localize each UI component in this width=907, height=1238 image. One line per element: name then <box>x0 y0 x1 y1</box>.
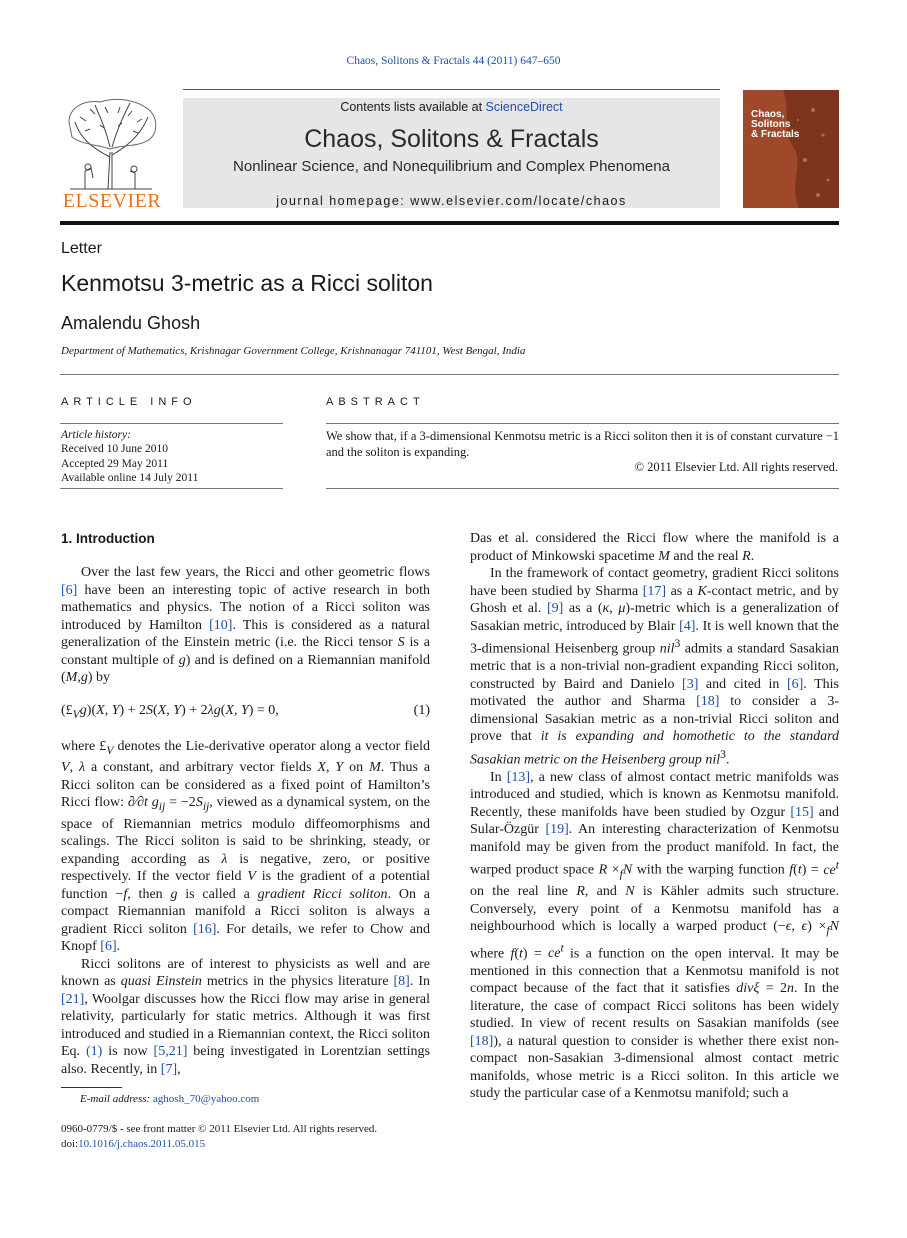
paragraph: Over the last few years, the Ricci and other geometric flows [6] have been an interesting topic of active research in both mathematics and physics. The notion of a Ricci soliton was introduced by Hamilton [10]. This is considered as a natural generalization of the Einstein metric (i.e. the Ricci tensor S is a constant multiple of g) and is defined on a Riemannian manifold (M,g) by <box>61 565 430 685</box>
paragraph: In the framework of contact geometry, gradient Ricci solitons have been studied by Sharma [17] as a K-contact metric, and by Ghosh et al. [9] as a (κ, μ)-metric which is a generalization of Sasakian metric, introduced by Blair [4]. It is well known that the 3-dimensional Heisenberg group nil$^3$ admits a standard Sasakian metric that is a non-trivial non-gradient expanding Ricci soliton, constructed by Baird and Danielo [3] and cited in [6]. This motivated the author and Sharma [18] to consider a 3-dimensional Sasakian metric as a non-trivial Ricci soliton and prove that it is expanding and homothetic to the standard Sasakian metric on the Heisenberg group nil$^3$. <box>470 566 840 768</box>
cover-title <box>751 110 799 140</box>
article-author[interactable]: Amalendu Ghosh <box>61 313 201 333</box>
author-affiliation: Department of Mathematics, Krishnagar Government College, Krishnanagar 741101, West Bengal, India <box>61 345 526 357</box>
left-column-continued <box>61 738 430 1078</box>
journal-citation[interactable]: Chaos, Solitons & Fractals 44 (2011) 647–650 <box>346 55 561 67</box>
history-label: Article history: <box>61 429 131 441</box>
citation-link[interactable]: [21] <box>61 991 85 1007</box>
doi-line <box>61 1137 377 1152</box>
citation-link[interactable]: [18] <box>696 694 720 710</box>
journal-title: Chaos, Solitons & Fractals <box>304 125 599 153</box>
left-column <box>61 564 430 687</box>
article-history <box>61 428 198 485</box>
citation-link[interactable]: [8] <box>393 974 410 990</box>
header-divider <box>60 221 839 225</box>
citation-link[interactable]: [4] <box>679 618 696 634</box>
email-label: E-mail address: <box>80 1093 153 1105</box>
citation-link[interactable]: [16] <box>193 921 217 937</box>
paragraph: In [13], a new class of almost contact metric manifolds was introduced and studied, which is known as Kenmotsu manifold. Recently, these manifolds have been studied by Ozgur [15] and Sular-Özgür [19]. An interesting characterization of Kenmotsu manifold may be given from the product manifold. In fact, the warped product space $R \times_fN$ with the warping function $f(t) = ce^t$ on the real line R, and N is Kähler admits such structure. Conversely, every point of a Kenmotsu manifold has a neighbourhood which is locally a warped product (−ϵ, $\epsilon) \times_fN$ where $f(t) = ce^t$ is a function on the open interval. It may be mentioned in this connection that a Kenmotsu manifold is not compact because of the fact that it satisfies divξ = 2n. In the literature, the case of compact Ricci solitons has been widely studied. In view of recent results on Sasakian manifolds (see [18]), a natural question to consider is whether there exist non-compact non-Sasakian 3-dimensional almost contact metric manifolds, whose metric is a Ricci soliton. In this article we study the particular case of a Kenmotsu manifold; such a <box>470 769 840 1102</box>
abstract-rule-bottom <box>326 488 839 489</box>
bottom-publication-info <box>61 1122 377 1152</box>
article-info-rule-bottom <box>60 488 283 489</box>
online-date: Available online 14 July 2011 <box>61 471 199 484</box>
citation-link[interactable]: [6] <box>61 582 78 598</box>
cover-line-3: & Fractals <box>751 129 800 140</box>
footnote-rule <box>61 1087 122 1088</box>
article-info-heading: ARTICLE INFO <box>61 396 197 408</box>
citation-link[interactable]: [10] <box>209 617 233 633</box>
abstract-copyright: © 2011 Elsevier Ltd. All rights reserved. <box>634 460 838 474</box>
email-link[interactable]: aghosh_70@yahoo.com <box>152 1093 260 1105</box>
paragraph: Das et al. considered the Ricci flow where the manifold is a product of Minkowski spacetime M and the real R. <box>470 531 839 564</box>
journal-homepage <box>183 194 720 208</box>
doi-link[interactable]: 10.1016/j.chaos.2011.05.015 <box>78 1138 206 1150</box>
paragraph: Ricci solitons are of interest to physicists as well and are known as quasi Einstein metrics in the physics literature [8]. In [21], Woolgar discusses how the Ricci flow may arise in general relativity, particularly for static metrics. Although it was first introduced and studied in a Riemannian context, the Ricci soliton Eq. (1) is now [5,21] being investigated in Lorentzian settings also. Recently, in [7], <box>61 956 431 1077</box>
contents-prefix: Contents lists available at <box>340 100 486 114</box>
citation-link[interactable]: [19] <box>545 822 569 838</box>
author-email-footnote <box>80 1093 259 1105</box>
equation-1 <box>61 703 430 721</box>
issn-line: 0960-0779/$ - see front matter © 2011 Elsevier Ltd. All rights reserved. <box>61 1123 378 1135</box>
equation-body: $(£_Vg)(X$, Y) + 2S(X, Y) + 2λg(X, Y) = 0, <box>61 703 279 721</box>
article-info-rule <box>60 423 283 424</box>
abstract-rule <box>326 423 839 424</box>
section-heading: 1. Introduction <box>61 531 155 546</box>
citation-link[interactable]: [15] <box>790 804 814 820</box>
homepage-url[interactable]: www.elsevier.com/locate/chaos <box>410 194 627 208</box>
article-type: Letter <box>61 240 102 257</box>
article-title: Kenmotsu 3-metric as a Ricci soliton <box>61 270 433 296</box>
cover-line-2: Solitons <box>751 119 791 130</box>
doi-prefix: doi: <box>61 1138 79 1150</box>
citation-link[interactable]: [18] <box>470 1033 494 1049</box>
equation-link[interactable]: (1) <box>85 1044 103 1060</box>
right-column <box>470 530 839 1103</box>
abstract-text: We show that, if a 3-dimensional Kenmotsu metric is a Ricci soliton then it is of constant curvature −1 and the soliton is expanding. <box>326 429 839 459</box>
cover-line-1: Chaos, <box>751 109 785 120</box>
citation-link[interactable]: [5,21] <box>153 1044 188 1060</box>
journal-subtitle: Nonlinear Science, and Nonequilibrium and Complex Phenomena <box>233 158 670 175</box>
citation-link[interactable]: [6] <box>786 676 804 692</box>
sciencedirect-link[interactable]: ScienceDirect <box>485 100 563 114</box>
info-rule <box>60 374 839 375</box>
accepted-date: Accepted 29 May 2011 <box>61 457 169 470</box>
citation-link[interactable]: [7] <box>160 1061 178 1077</box>
journal-cover-image[interactable] <box>743 90 839 208</box>
citation-link[interactable]: [17] <box>642 583 667 599</box>
citation-link[interactable]: [13] <box>506 769 531 785</box>
citation-link[interactable]: [6] <box>100 939 117 955</box>
elsevier-wordmark: ELSEVIER <box>62 190 162 212</box>
paragraph: where $£_V$ denotes the Lie-derivative operator along a vector field V, λ a constant, and arbitrary vector fields X, Y on M. Thus a Ricci soliton can be considered as a fixed point of Hamilton’s Ricci flow: ∂⁄∂t $g_{ij} = -2S_{ij}$, viewed as a dynamical system, on the space of Riemannian metrics modulo diffeomorphisms and scalings. The Ricci soliton is said to be shrinking, steady, or expanding according as λ is negative, zero, or positive respectively. If the vector field V is the gradient of a potential function −f, then g is called a gradient Ricci soliton. On a compact Riemannian manifold a Ricci soliton is always a gradient Ricci soliton [16]. For details, we refer to Chow and Knopf [6]. <box>61 739 431 955</box>
homepage-prefix: journal homepage: <box>276 194 411 208</box>
header-rule <box>183 89 720 90</box>
received-date: Received 10 June 2010 <box>61 443 168 456</box>
contents-availability <box>183 100 720 114</box>
abstract-heading: ABSTRACT <box>326 396 425 408</box>
citation-link[interactable]: [3] <box>682 676 699 692</box>
equation-number: (1) <box>413 703 430 718</box>
citation-link[interactable]: [9] <box>546 601 564 616</box>
